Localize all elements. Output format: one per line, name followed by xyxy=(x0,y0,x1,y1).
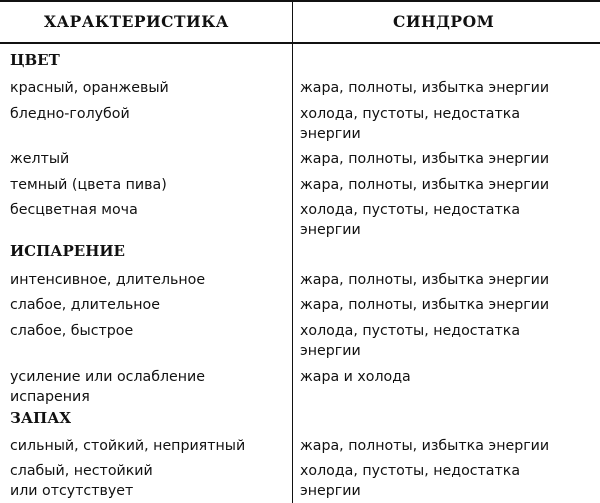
header-characteristic: ХАРАКТЕРИСТИКА xyxy=(44,12,229,31)
cell-line: бледно-голубой xyxy=(10,106,130,122)
cell-line: испарения xyxy=(10,389,90,405)
cell-line: холода, пустоты, недостатка xyxy=(300,106,521,122)
table-row-characteristic xyxy=(10,461,153,501)
header-syndrome: СИНДРОМ xyxy=(393,12,495,31)
table-row-syndrome xyxy=(300,295,549,315)
cell-line: жара, полноты, избытка энергии xyxy=(300,297,550,313)
table-row-characteristic xyxy=(10,295,160,315)
table-row-characteristic xyxy=(10,175,167,195)
section-title-color: ЦВЕТ xyxy=(10,51,60,69)
table-row-characteristic xyxy=(10,149,69,169)
cell-line: энергии xyxy=(300,126,361,142)
table-row-syndrome xyxy=(300,367,411,387)
table-row-characteristic xyxy=(10,104,130,124)
table-row-syndrome xyxy=(300,149,549,169)
table-row-characteristic xyxy=(10,78,169,98)
column-divider xyxy=(292,0,293,503)
cell-line: холода, пустоты, недостатка xyxy=(300,463,521,479)
cell-line: жара, полноты, избытка энергии xyxy=(300,438,550,454)
section-title-smell: ЗАПАХ xyxy=(10,409,72,427)
section-title-evaporation: ИСПАРЕНИЕ xyxy=(10,242,125,260)
cell-line: интенсивное, длительное xyxy=(10,272,206,288)
table-row-syndrome xyxy=(300,436,549,456)
table-row-syndrome xyxy=(300,321,520,361)
table-row-characteristic xyxy=(10,321,133,341)
table-row-syndrome xyxy=(300,461,520,501)
cell-line: жара, полноты, избытка энергии xyxy=(300,177,550,193)
cell-line: желтый xyxy=(10,151,70,167)
cell-line: слабое, длительное xyxy=(10,297,160,313)
cell-line: темный (цвета пива) xyxy=(10,177,167,193)
cell-line: красный, оранжевый xyxy=(10,80,169,96)
table-row-syndrome xyxy=(300,104,520,144)
table-header xyxy=(0,0,600,44)
cell-line: энергии xyxy=(300,222,361,238)
table-row-syndrome xyxy=(300,200,520,240)
cell-line: бесцветная моча xyxy=(10,202,138,218)
cell-line: жара и холода xyxy=(300,369,411,385)
cell-line: слабый, нестойкий xyxy=(10,463,153,479)
cell-line: жара, полноты, избытка энергии xyxy=(300,151,550,167)
table-row-characteristic xyxy=(10,270,205,290)
cell-line: слабое, быстрое xyxy=(10,323,134,339)
cell-line: жара, полноты, избытка энергии xyxy=(300,80,550,96)
cell-line: энергии xyxy=(300,343,361,359)
table-row-characteristic xyxy=(10,367,205,407)
table-row-characteristic xyxy=(10,436,245,456)
cell-line: жара, полноты, избытка энергии xyxy=(300,272,550,288)
cell-line: холода, пустоты, недостатка xyxy=(300,202,521,218)
table-row-characteristic xyxy=(10,200,138,220)
table-row-syndrome xyxy=(300,175,549,195)
cell-line: усиление или ослабление xyxy=(10,369,205,385)
table-row-syndrome xyxy=(300,270,549,290)
cell-line: энергии xyxy=(300,483,361,499)
cell-line: или отсутствует xyxy=(10,483,134,499)
table-row-syndrome xyxy=(300,78,549,98)
cell-line: холода, пустоты, недостатка xyxy=(300,323,521,339)
cell-line: сильный, стойкий, неприятный xyxy=(10,438,246,454)
